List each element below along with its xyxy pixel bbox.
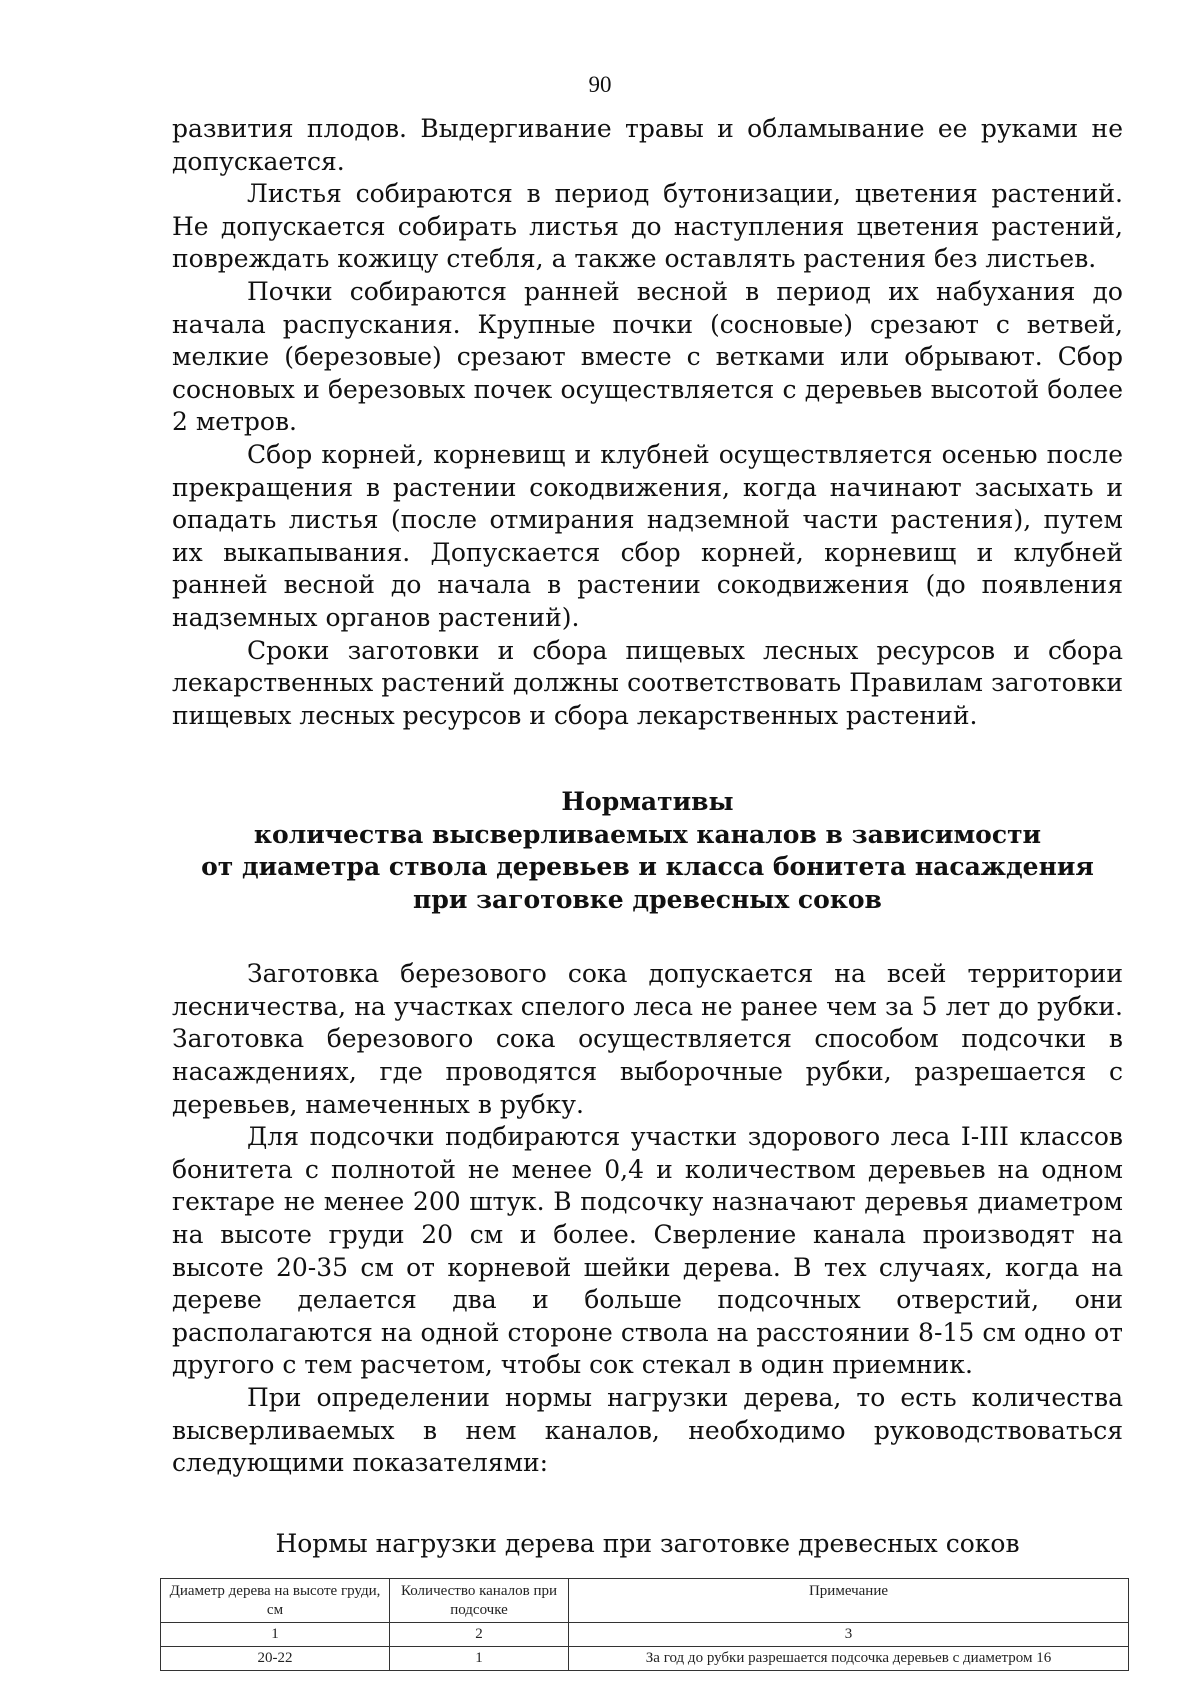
paragraph: Почки собираются ранней весной в период их набухания до начала распускания. Крупные почки (сосновые) срезают с ветвей, мелкие (березовые) срезают вместе с ветками или обрывают. Сбор сосновых и березовых почек осуществляется с деревьев высотой более 2 метров. — [172, 276, 1123, 437]
paragraph: При определении нормы нагрузки дерева, то есть количества высверливаемых в нем каналов, необходимо руководствоваться следующими показателями: — [172, 1383, 1123, 1478]
paragraph: Сроки заготовки и сбора пищевых лесных ресурсов и сбора лекарственных растений должны соответствовать Правилам заготовки пищевых лесных ресурсов и сбора лекарственных растений. — [172, 635, 1123, 730]
heading-line: Нормативы — [561, 787, 734, 817]
header-cell-channels: Количество каналов при подсочке — [390, 1578, 569, 1622]
column-number-cell: 2 — [390, 1622, 569, 1646]
document-body — [169, 113, 1123, 1671]
paragraph: Листья собираются в период бутонизации, цветения растений. Не допускается собирать листья до наступления цветения растений, повреждать кожицу стебля, а также оставлять растения без листьев. — [172, 179, 1123, 274]
paragraph: Сбор корней, корневищ и клубней осуществляется осенью после прекращения в растении сокодвижения, когда начинают засыхать и опадать листья (после отмирания надземной части растения), путем их выкапывания. Допускается сбор корней, корневищ и клубней ранней весной до начала в растении сокодвижения (до появления надземных органов растений). — [172, 439, 1123, 632]
header-cell-diameter: Диаметр дерева на высоте груди, см — [161, 1578, 390, 1622]
page-number: 90 — [588, 72, 612, 97]
header-cell-note: Примечание — [569, 1578, 1129, 1622]
table-row — [161, 1646, 1129, 1670]
column-number-cell: 1 — [161, 1622, 390, 1646]
table-header-row — [161, 1578, 1129, 1622]
table-title: Нормы нагрузки дерева при заготовке древесных соков — [275, 1528, 1020, 1558]
paragraph: Заготовка березового сока допускается на всей территории лесничества, на участках спелого леса не ранее чем за 5 лет до рубки. Заготовка березового сока осуществляется способом подсочки в насаждениях, где проводятся выборочные рубки, разрешается с деревьев, намеченных в рубку. — [172, 959, 1123, 1119]
section-heading — [172, 786, 1123, 916]
table-cell-channels: 1 — [390, 1646, 569, 1670]
column-number-row — [161, 1622, 1129, 1646]
heading-line: количества высверливаемых каналов в зависимости — [253, 819, 1042, 849]
paragraph: развития плодов. Выдергивание травы и обламывание ее руками не допускается. — [172, 114, 1123, 176]
norms-table — [160, 1578, 1129, 1671]
paragraph: Для подсочки подбираются участки здорового леса I-III классов бонитета с полнотой не менее 0,4 и количеством деревьев на одном гектаре не менее 200 штук. В подсочку назначают деревья диаметром на высоте груди 20 см и более. Сверление канала производят на высоте 20-35 см от корневой шейки дерева. В тех случаях, когда на дереве делается два и больше подсочных отверстий, они располагаются на одной стороне ствола на расстоянии 8-15 см одно от другого с тем расчетом, чтобы сок стекал в один приемник. — [172, 1122, 1123, 1380]
heading-line: от диаметра ствола деревьев и класса бонитета насаждения — [201, 852, 1094, 882]
table-cell-diameter: 20-22 — [161, 1646, 390, 1670]
column-number-cell: 3 — [569, 1622, 1129, 1646]
table-cell-note: За год до рубки разрешается подсочка деревьев с диаметром 16 — [569, 1646, 1129, 1670]
heading-line: при заготовке древесных соков — [413, 884, 882, 914]
